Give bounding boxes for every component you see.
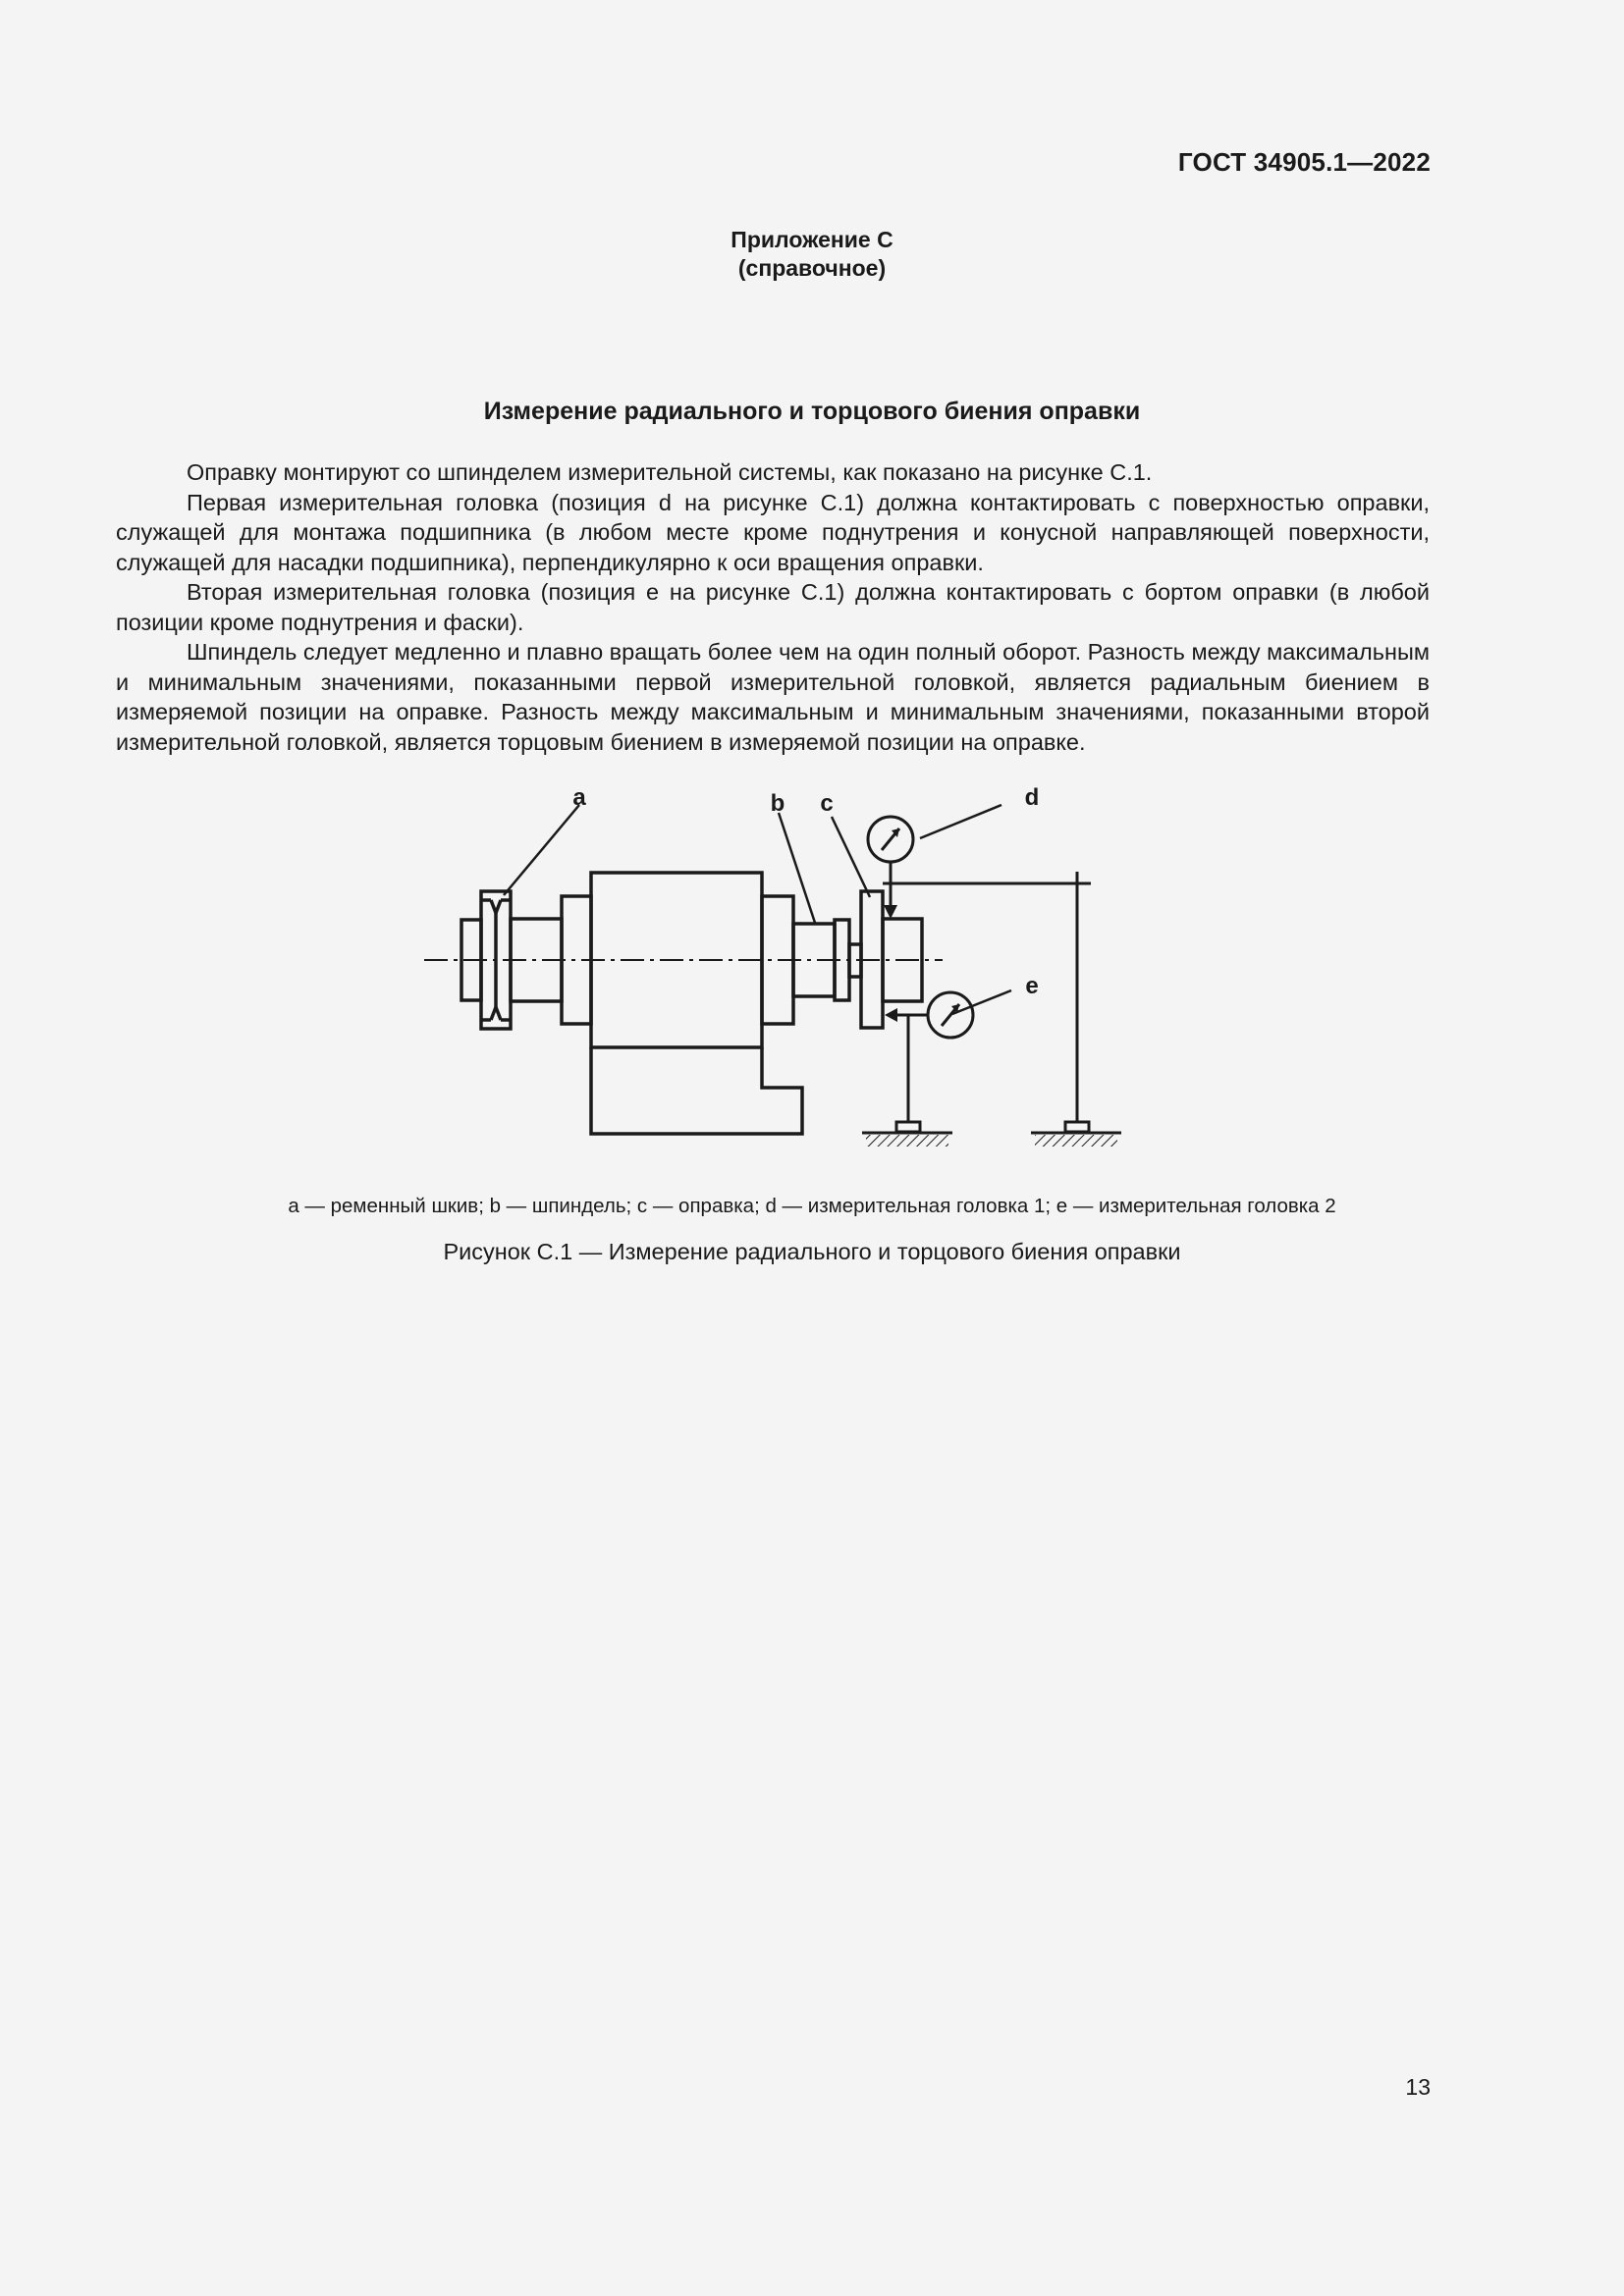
stand-d <box>1031 872 1121 1147</box>
paragraph: Оправку монтируют со шпинделем измерительной системы, как показано на рисунке С.1. <box>187 459 1153 485</box>
paragraph: Вторая измерительная головка (позиция е на рисунке С.1) должна контактировать с бортом оправки (в любой позиции кроме поднутрения и фаски). <box>116 579 1430 635</box>
label-b: b <box>770 790 785 817</box>
spindle-measurement-diagram <box>412 775 1139 1168</box>
page-number: 13 <box>1405 2074 1431 2100</box>
label-c: c <box>820 790 834 817</box>
figure-c1 <box>412 775 1139 1168</box>
leader-a <box>504 805 579 895</box>
appendix-heading <box>0 226 1624 283</box>
body-text <box>116 457 1430 757</box>
figure-legend: a — ременный шкив; b — шпиндель; c — оправка; d — измерительная головка 1; e — измерительная головка 2 <box>288 1195 1336 1217</box>
stand-e <box>862 1122 952 1147</box>
appendix-type: (справочное) <box>737 255 887 281</box>
label-d: d <box>1024 784 1040 811</box>
label-e: e <box>1025 973 1039 999</box>
spindle-housing <box>562 873 802 1134</box>
paragraph: Шпиндель следует медленно и плавно вращать более чем на один полный оборот. Разность между максимальным и минимальным значениями, показанными первой измерительной головкой, является радиальным биением в измеряемой позиции на оправке. Разность между максимальным и минимальным значениями, показанными второй измерительной головкой, является торцовым биением в измеряемой позиции на оправке. <box>116 639 1430 755</box>
appendix-title: Приложение С <box>731 227 893 252</box>
section-title: Измерение радиального и торцового биения оправки <box>483 398 1141 425</box>
gauge-d <box>868 817 1091 919</box>
paragraph: Первая измерительная головка (позиция d на рисунке С.1) должна контактировать с поверхностью оправки, служащей для монтажа подшипника (в любом месте кроме поднутрения и конусной направляющей поверхности, служащей для насадки подшипника), перпендикулярно к оси вращения оправки. <box>116 489 1430 575</box>
document-number: ГОСТ 34905.1—2022 <box>1177 147 1431 177</box>
leader-c <box>832 817 870 897</box>
leader-b <box>779 813 815 923</box>
leader-d <box>920 805 1001 838</box>
figure-caption: Рисунок С.1 — Измерение радиального и торцового биения оправки <box>443 1239 1181 1264</box>
label-a: a <box>572 784 586 811</box>
